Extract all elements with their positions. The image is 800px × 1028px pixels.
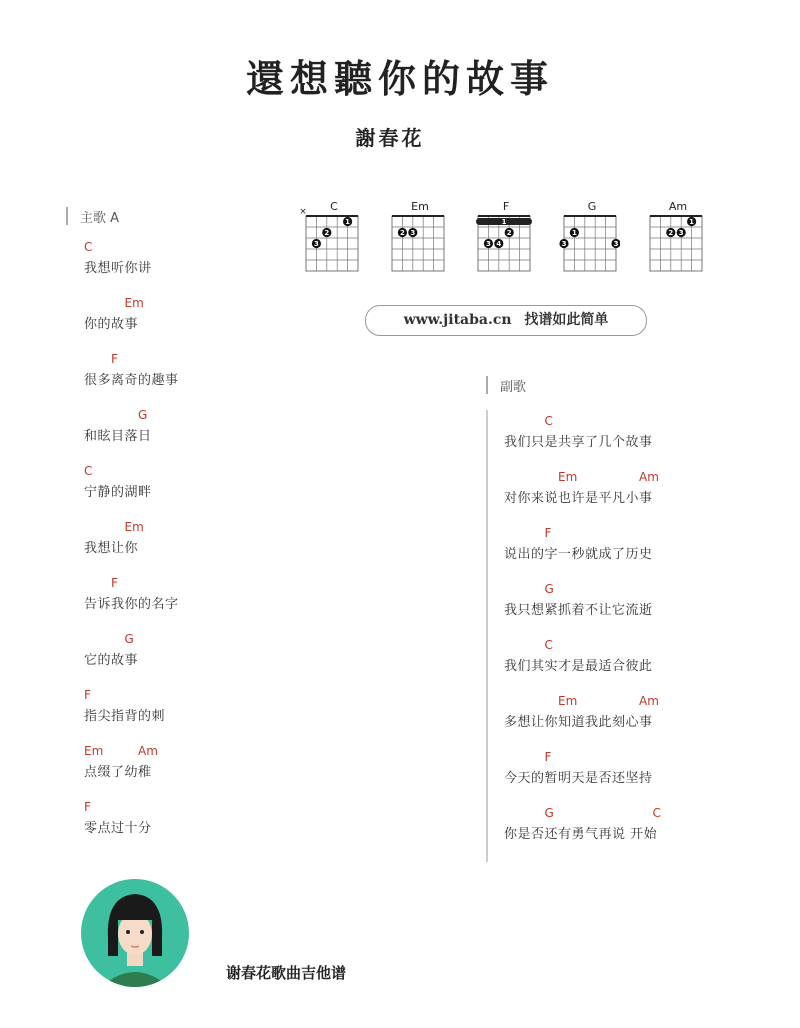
chord-label: F (111, 576, 118, 590)
verse-line (84, 520, 404, 560)
chord-diagram-name: C (330, 200, 338, 213)
verse-line (84, 352, 404, 392)
svg-text:1: 1 (501, 218, 507, 226)
svg-text:×: × (299, 207, 307, 217)
svg-text:1: 1 (345, 218, 351, 227)
svg-text:4: 4 (496, 240, 502, 249)
chord-diagram-g (556, 198, 620, 274)
chorus-line (504, 470, 800, 510)
lyric-text: 很多离奇的趣事 (84, 373, 179, 388)
verse-line (84, 688, 404, 728)
svg-text:1: 1 (689, 218, 695, 227)
chord-diagram-name: Am (668, 200, 688, 213)
chord-label: G (138, 408, 148, 422)
artist-name: 謝春花 (355, 126, 425, 150)
lyric-text: 你的故事 (84, 317, 139, 332)
chord-label: C (544, 638, 553, 652)
lyric-text: 点缀了幼稚 (84, 765, 152, 780)
chord-label: Em (558, 694, 578, 708)
chorus-label: 副歌 (486, 376, 526, 395)
chord-label: Em (124, 520, 144, 534)
verse-line (84, 744, 404, 784)
chorus-line (504, 806, 800, 846)
svg-text:2: 2 (324, 229, 330, 238)
svg-text:1: 1 (571, 229, 577, 238)
chorus-line (504, 750, 800, 790)
verse-line (84, 576, 404, 616)
lyric-text: 我们只是共享了几个故事 (504, 435, 653, 450)
lyric-text: 指尖指背的刺 (84, 709, 166, 724)
svg-text:3: 3 (410, 229, 416, 238)
lyric-text: 我只想紧抓着不让它流逝 (504, 603, 653, 618)
chord-label: F (111, 352, 118, 366)
verse-label: 主歌 A (66, 207, 119, 226)
chord-label: Am (138, 744, 158, 758)
svg-text:3: 3 (613, 240, 619, 249)
svg-text:3: 3 (561, 240, 567, 249)
site-slogan: 找谱如此简单 (524, 312, 609, 328)
chord-diagram-name: G (587, 200, 597, 213)
chord-label: F (84, 800, 91, 814)
url-banner[interactable] (365, 305, 647, 336)
svg-text:3: 3 (485, 240, 491, 249)
verse-line (84, 800, 404, 840)
song-title: 還想聽你的故事 (245, 56, 554, 101)
chord-label: C (84, 240, 93, 254)
lyric-text: 我想让你 (84, 541, 139, 556)
verse-line (84, 240, 404, 280)
lyric-text: 对你来说也许是平凡小事 (504, 491, 653, 506)
chord-label: F (544, 526, 552, 540)
svg-text:2: 2 (399, 229, 405, 238)
lyric-text: 今天的暂明天是否还坚持 (504, 771, 653, 786)
chord-label: Em (84, 744, 104, 758)
chord-diagram-f (470, 198, 534, 274)
chord-label: G (544, 582, 554, 596)
svg-text:3: 3 (678, 229, 684, 238)
svg-text:2: 2 (506, 229, 512, 238)
lyric-text: 我们其实才是最适合彼此 (504, 659, 653, 674)
chorus-line (504, 638, 800, 678)
lyric-text: 宁静的湖畔 (84, 485, 152, 500)
footer-caption: 谢春花歌曲吉他谱 (226, 964, 347, 982)
chorus-line (504, 526, 800, 566)
verse-line (84, 464, 404, 504)
verse-line (84, 632, 404, 672)
chord-label: Em (124, 296, 144, 310)
verse-line (84, 296, 404, 336)
chord-diagram-name: F (502, 200, 510, 213)
chord-label: G (124, 632, 134, 646)
chord-label: G (544, 806, 554, 820)
lyric-text: 它的故事 (84, 653, 139, 668)
svg-text:3: 3 (313, 240, 319, 249)
chord-label: Am (639, 694, 659, 708)
lyric-text: 说出的字一秒就成了历史 (504, 547, 653, 562)
chord-label: Em (558, 470, 578, 484)
lyric-text: 零点过十分 (84, 821, 152, 836)
chorus-divider (486, 410, 488, 862)
lyric-text: 你是否还有勇气再说 开始 (504, 827, 658, 842)
chord-label: C (544, 414, 553, 428)
lyric-text: 我想听你讲 (84, 261, 152, 276)
lyric-text: 和眩目落日 (84, 429, 152, 444)
lyric-text: 多想让你知道我此刻心事 (504, 715, 653, 730)
lyric-text: 告诉我你的名字 (84, 597, 179, 612)
svg-text:2: 2 (668, 229, 674, 238)
chord-diagram-name: Em (411, 200, 429, 213)
verse-line (84, 408, 404, 448)
chord-label: F (544, 750, 552, 764)
chorus-line (504, 414, 800, 454)
site-url[interactable]: www.jitaba.cn (403, 312, 512, 328)
avatar (80, 878, 190, 988)
chord-label: F (84, 688, 91, 702)
chorus-line (504, 694, 800, 734)
chord-label: C (84, 464, 93, 478)
chord-diagram-am (642, 198, 706, 274)
chord-label: Am (639, 470, 659, 484)
chord-label: C (652, 806, 661, 820)
chorus-line (504, 582, 800, 622)
